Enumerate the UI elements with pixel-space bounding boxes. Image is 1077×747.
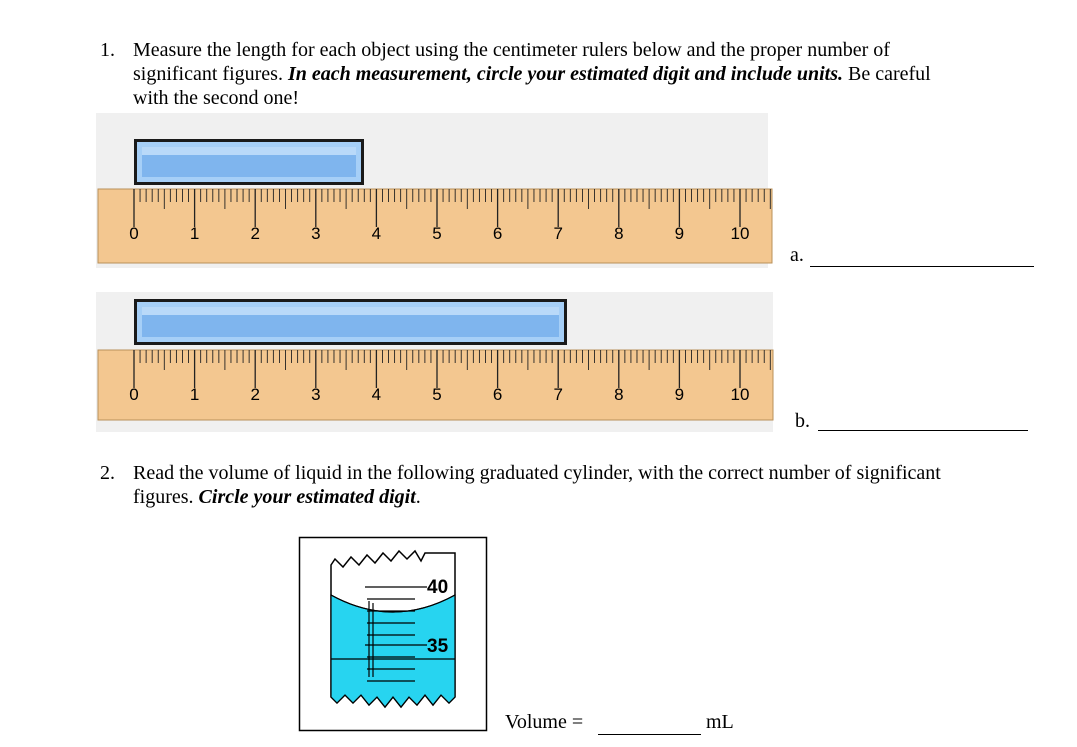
question-2-emphasis: Circle your estimated digit bbox=[198, 486, 416, 508]
question-1-line-2: significant figures. In each measurement, circle your estimated digit and include units. Be careful bbox=[133, 63, 931, 85]
ruler-number: 0 bbox=[129, 224, 139, 243]
ruler-number: 2 bbox=[250, 224, 260, 243]
ruler-number: 4 bbox=[371, 224, 382, 243]
question-1-emphasis: In each measurement, circle your estimated digit and include units. bbox=[287, 63, 843, 85]
ruler-number: 7 bbox=[553, 224, 563, 243]
question-1-line-1: Measure the length for each object using the centimeter rulers below and the proper number of bbox=[133, 39, 890, 61]
ruler-number: 5 bbox=[432, 224, 442, 243]
question-2-line-2: figures. Circle your estimated digit. bbox=[133, 486, 421, 508]
ruler-number: 5 bbox=[432, 385, 442, 404]
question-2-line-1: Read the volume of liquid in the following graduated cylinder, with the correct number of significant bbox=[133, 462, 941, 484]
ruler-number: 2 bbox=[250, 385, 260, 404]
ruler-a bbox=[98, 189, 772, 263]
ruler-number: 3 bbox=[311, 385, 321, 404]
ruler-number: 8 bbox=[614, 224, 624, 243]
ruler-number: 10 bbox=[730, 224, 750, 243]
volume-unit: mL bbox=[706, 711, 734, 733]
question-2-number: 2. bbox=[100, 462, 115, 484]
answer-a-label: a. bbox=[790, 244, 804, 266]
question-1-line-3: with the second one! bbox=[133, 87, 300, 109]
ruler-number: 9 bbox=[674, 385, 685, 404]
question-1-number: 1. bbox=[100, 39, 115, 61]
question-1 bbox=[100, 38, 1060, 118]
ruler-number: 0 bbox=[129, 385, 139, 404]
ruler-number: 6 bbox=[492, 385, 503, 404]
ruler-number: 1 bbox=[189, 224, 200, 243]
cylinder-label-35: 35 bbox=[427, 636, 449, 657]
ruler-number: 3 bbox=[311, 224, 321, 243]
cylinder-label-40: 40 bbox=[427, 577, 449, 598]
ruler-number: 8 bbox=[614, 385, 624, 404]
ruler-number: 10 bbox=[730, 385, 750, 404]
ruler-number: 1 bbox=[189, 385, 200, 404]
answer-b-line[interactable] bbox=[818, 430, 1028, 431]
ruler-panel-a bbox=[96, 113, 776, 268]
graduated-cylinder-figure bbox=[299, 537, 487, 732]
answer-a-line[interactable] bbox=[810, 266, 1034, 267]
volume-answer-line[interactable] bbox=[598, 734, 701, 735]
ruler-panel-b bbox=[96, 292, 776, 432]
ruler-number: 4 bbox=[371, 385, 382, 404]
ruler-number: 6 bbox=[492, 224, 503, 243]
ruler-number: 9 bbox=[674, 224, 685, 243]
ruler-number: 7 bbox=[553, 385, 563, 404]
ruler-b bbox=[98, 350, 773, 420]
answer-b-label: b. bbox=[795, 410, 810, 432]
question-2 bbox=[100, 461, 1060, 511]
volume-label: Volume = bbox=[505, 711, 584, 733]
